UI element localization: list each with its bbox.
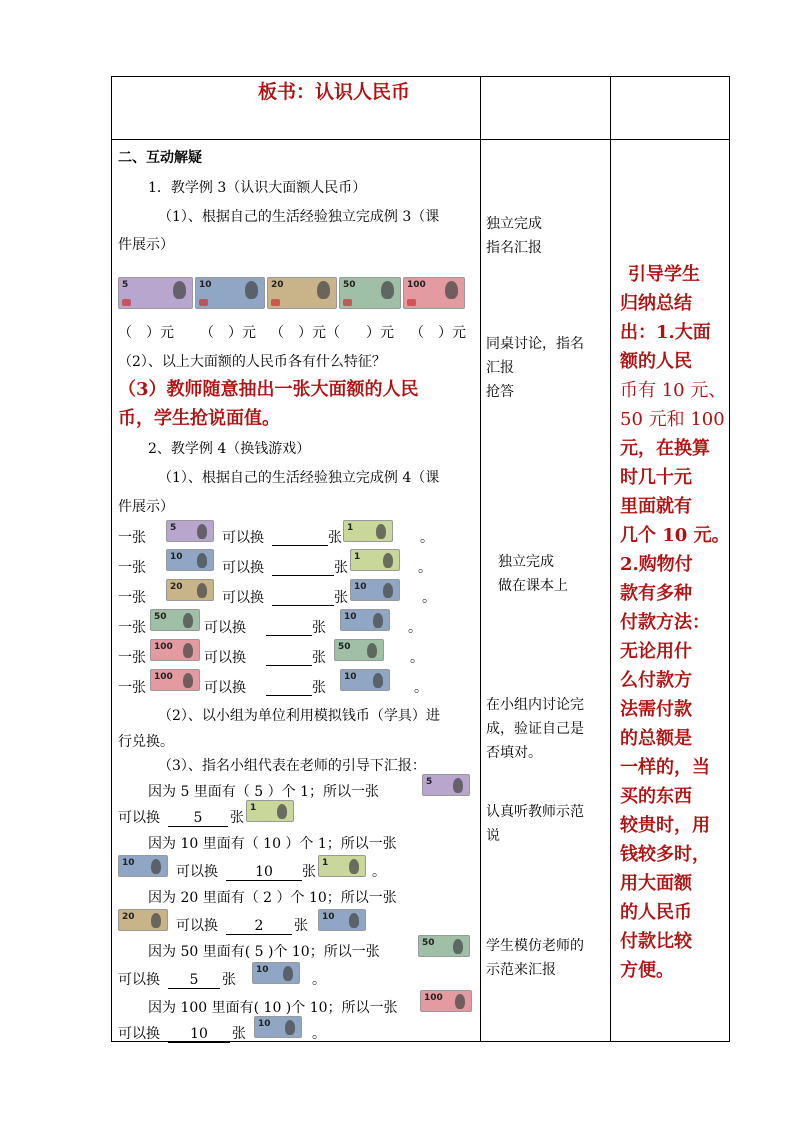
report-answer: 10 xyxy=(168,1026,230,1043)
activity-line: 在小组内讨论完 xyxy=(486,697,584,713)
activity-line: 认真听教师示范 xyxy=(486,804,584,820)
ex3-q1-line1: （1）、根据自己的生活经验独立完成例 3（课 xyxy=(158,209,440,225)
banknote-1-image: 1 xyxy=(343,520,393,542)
row-one-label: 一张 xyxy=(118,650,146,666)
summary-line: 一样的，当 xyxy=(620,757,710,778)
banknote-10-image: 10 xyxy=(340,609,390,631)
ex4-q2-line2: 行兑换。 xyxy=(118,734,174,750)
banknote-1-image: 1 xyxy=(246,800,294,822)
row-one-label: 一张 xyxy=(118,620,146,636)
activity-line: 成，验证自己是 xyxy=(486,721,584,737)
report-answer: 10 xyxy=(226,864,302,881)
student-activity-1 xyxy=(486,212,542,260)
can-exchange-label: 可以换 xyxy=(204,620,246,636)
summary-line: 钱较多时， xyxy=(620,844,710,865)
student-activity-2 xyxy=(486,332,584,404)
summary-line: 的人民币 xyxy=(620,902,692,923)
ex4-q3: （3）、指名小组代表在老师的引导下汇报： xyxy=(158,758,426,774)
answer-blank xyxy=(272,560,334,576)
report-exchange: 可以换 xyxy=(176,864,218,880)
banknote-100-image: 100 xyxy=(150,639,200,661)
banknote-50-image: 50 xyxy=(418,935,470,957)
row-divider xyxy=(112,139,729,140)
banknote-10-image: 10 xyxy=(340,669,390,691)
summary-line: 无论用什 xyxy=(620,641,692,662)
banknote-50-image: 50 xyxy=(150,609,200,631)
ex3-q3-line1: （3）教师随意抽出一张大面额的人民 xyxy=(118,379,419,400)
column-divider xyxy=(610,77,611,1041)
summary-line: 么付款方 xyxy=(620,670,692,691)
answer-blank xyxy=(266,650,312,666)
period: 。 xyxy=(312,972,326,988)
banknote-5-image: 5 xyxy=(422,774,470,796)
period: 。 xyxy=(422,590,436,606)
report-exchange: 可以换 xyxy=(118,810,160,826)
student-activity-4 xyxy=(486,693,584,765)
answer-blank xyxy=(272,530,328,546)
report-exchange: 可以换 xyxy=(176,918,218,934)
sheets-label: 张 xyxy=(334,590,348,606)
report-line: 因为 20 里面有（ 2 ）个 10；所以一张 xyxy=(148,890,397,906)
banknote-100-image: 100 xyxy=(150,669,200,691)
ex3-title: 1．教学例 3（认识大面额人民币） xyxy=(148,180,367,196)
answer-blank xyxy=(272,590,334,606)
period: 。 xyxy=(418,560,432,576)
period: 。 xyxy=(414,680,428,696)
banknote-50-image: 50 xyxy=(339,277,401,309)
ex4-q1-line1: （1）、根据自己的生活经验独立完成例 4（课 xyxy=(158,470,440,486)
summary-line: 币有 10 元、 xyxy=(620,380,727,401)
summary-line: 时几十元 xyxy=(620,467,692,488)
row-one-label: 一张 xyxy=(118,590,146,606)
student-activity-3 xyxy=(498,550,568,598)
summary-line: 50 元和 100 xyxy=(620,409,725,430)
banknote-20-image: 20 xyxy=(166,579,214,601)
can-exchange-label: 可以换 xyxy=(204,650,246,666)
banknote-10-image: 10 xyxy=(254,1016,302,1038)
report-exchange: 可以换 xyxy=(118,1026,160,1042)
banknote-100-image: 100 xyxy=(420,990,472,1012)
banknote-1-image: 1 xyxy=(350,549,400,571)
banknote-10-image: 10 xyxy=(166,549,214,571)
yuan-blank-2: （ ）元 xyxy=(200,325,256,341)
summary-line: 出：1.大面 xyxy=(620,322,711,343)
activity-line: 独立完成 xyxy=(498,554,554,570)
banknote-20-image: 20 xyxy=(118,909,168,931)
activity-line: 指名汇报 xyxy=(486,240,542,256)
can-exchange-label: 可以换 xyxy=(222,530,264,546)
summary-line: 归纳总结 xyxy=(620,293,692,314)
student-activity-6 xyxy=(486,934,584,982)
report-sheets: 张 xyxy=(232,1026,246,1042)
report-line: 因为 100 里面有( 10 )个 10；所以一张 xyxy=(148,1000,398,1016)
report-line: 因为 10 里面有（ 10 ）个 1；所以一张 xyxy=(148,836,397,852)
can-exchange-label: 可以换 xyxy=(222,590,264,606)
summary-line: 较贵时，用 xyxy=(620,815,710,836)
report-exchange: 可以换 xyxy=(118,972,160,988)
summary-line: 2.购物付 xyxy=(620,554,693,575)
sheets-label: 张 xyxy=(312,680,326,696)
activity-line: 否填对。 xyxy=(486,745,542,761)
ex3-q3-line2: 币，学生抢说面值。 xyxy=(118,408,280,429)
banknote-50-image: 50 xyxy=(334,639,384,661)
teaching-summary xyxy=(620,260,730,985)
period: 。 xyxy=(312,1026,326,1042)
sheets-label: 张 xyxy=(328,530,342,546)
activity-line: 独立完成 xyxy=(486,216,542,232)
summary-line: 款有多种 xyxy=(620,583,692,604)
report-line: 因为 5 里面有（ 5 ）个 1；所以一张 xyxy=(148,784,379,800)
ex4-q1-line2: 件展示） xyxy=(118,499,174,515)
summary-line: 引导学生 xyxy=(628,264,700,285)
can-exchange-label: 可以换 xyxy=(222,560,264,576)
report-answer: 2 xyxy=(226,918,292,935)
activity-line: 做在课本上 xyxy=(498,578,568,594)
section-heading: 二、互动解疑 xyxy=(118,150,202,166)
activity-line: 汇报 xyxy=(486,360,514,376)
ex3-q1-line2: 件展示） xyxy=(118,237,174,253)
summary-line: 付款比较 xyxy=(620,931,692,952)
summary-line: 元，在换算 xyxy=(620,438,710,459)
period: 。 xyxy=(408,620,422,636)
banknote-10-image: 10 xyxy=(252,962,300,984)
banknote-10-image: 10 xyxy=(350,579,400,601)
summary-line: 买的东西 xyxy=(620,786,692,807)
banknote-10-image: 10 xyxy=(318,909,366,931)
summary-line: 用大面额 xyxy=(620,873,692,894)
sheets-label: 张 xyxy=(334,560,348,576)
report-sheets: 张 xyxy=(302,864,316,880)
banknote-1-image: 1 xyxy=(318,855,366,877)
report-answer: 5 xyxy=(168,810,228,827)
student-activity-5 xyxy=(486,800,584,848)
summary-line: 里面就有 xyxy=(620,496,692,517)
report-answer: 5 xyxy=(168,972,220,989)
ex4-q2-line1: （2）、以小组为单位利用模拟钱币（学具）进 xyxy=(158,708,440,724)
activity-line: 示范来汇报 xyxy=(486,962,556,978)
report-line: 因为 50 里面有( 5 )个 10；所以一张 xyxy=(148,944,380,960)
banknote-5-image: 5 xyxy=(118,277,193,309)
row-one-label: 一张 xyxy=(118,680,146,696)
banknote-10-image: 10 xyxy=(195,277,265,309)
banknote-20-image: 20 xyxy=(267,277,337,309)
row-one-label: 一张 xyxy=(118,560,146,576)
activity-line: 抢答 xyxy=(486,384,514,400)
sheets-label: 张 xyxy=(312,620,326,636)
can-exchange-label: 可以换 xyxy=(204,680,246,696)
yuan-blank-4: ）元 xyxy=(366,325,394,341)
activity-line: 学生模仿老师的 xyxy=(486,938,584,954)
board-title: 板书：认识人民币 xyxy=(258,81,411,103)
answer-blank xyxy=(266,620,312,636)
banknote-10-image: 10 xyxy=(118,855,168,877)
report-sheets: 张 xyxy=(222,972,236,988)
banknote-100-image: 100 xyxy=(403,277,465,309)
summary-line: 方便。 xyxy=(620,960,674,981)
summary-line: 额的人民 xyxy=(620,351,692,372)
ex4-title: 2、教学例 4（换钱游戏） xyxy=(148,441,311,457)
report-sheets: 张 xyxy=(294,918,308,934)
summary-line: 法需付款 xyxy=(620,699,692,720)
activity-line: 同桌讨论，指名 xyxy=(486,336,584,352)
yuan-blank-5: （ ）元 xyxy=(410,325,466,341)
summary-line: 的总额是 xyxy=(620,728,692,749)
sheets-label: 张 xyxy=(312,650,326,666)
period: 。 xyxy=(420,530,434,546)
yuan-blank-1: （ ）元 xyxy=(118,325,174,341)
answer-blank xyxy=(266,680,312,696)
report-sheets: 张 xyxy=(230,810,244,826)
period: 。 xyxy=(410,650,424,666)
ex3-q2: （2）、以上大面额的人民币各有什么特征？ xyxy=(118,354,386,370)
activity-line: 说 xyxy=(486,828,500,844)
summary-line: 付款方法： xyxy=(620,612,710,633)
yuan-blank-3: （ ）元（ xyxy=(270,325,340,341)
column-divider xyxy=(480,77,481,1041)
period: 。 xyxy=(372,864,386,880)
row-one-label: 一张 xyxy=(118,530,146,546)
banknote-5-image: 5 xyxy=(166,520,214,542)
summary-line: 几个 10 元。 xyxy=(620,525,730,546)
